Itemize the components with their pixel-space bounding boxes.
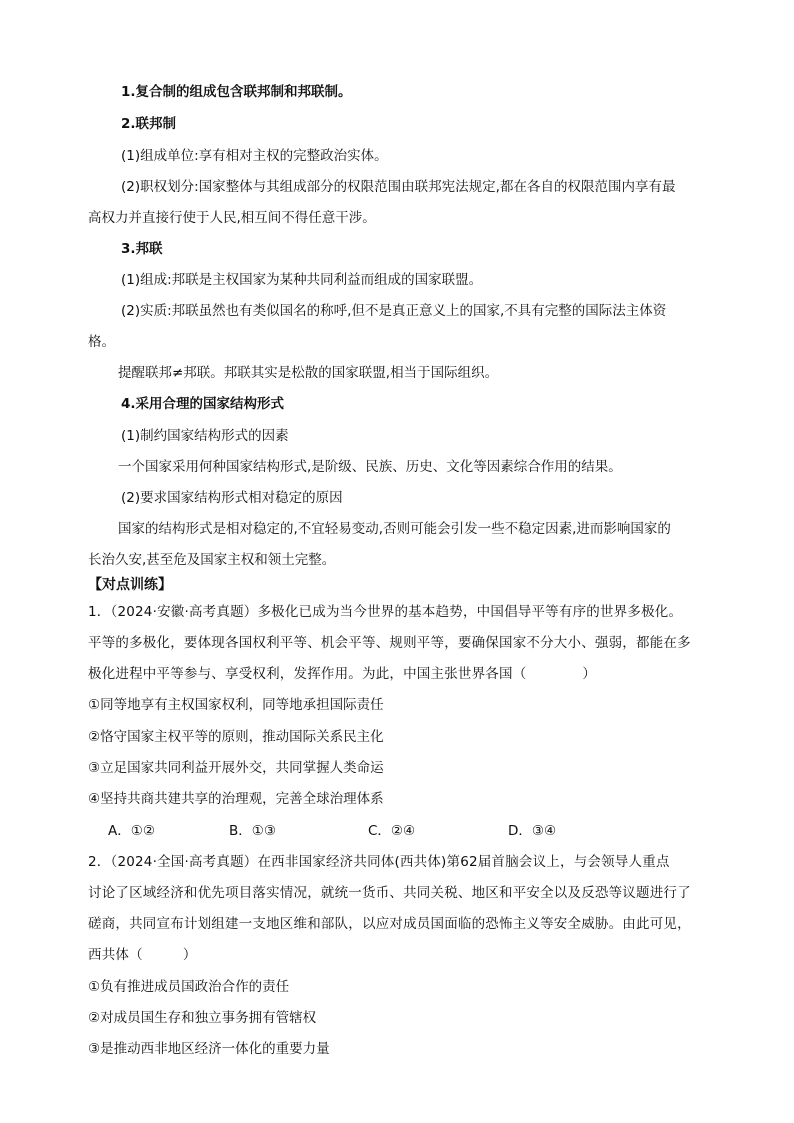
note-heading-confederation: 3.邦联 <box>121 241 163 257</box>
question-1-line-3 <box>88 664 596 684</box>
note-line-3: (1)组成单位:享有相对主权的完整政治实体。 <box>121 148 388 164</box>
question-1-option-1: ①同等地享有主权国家权利，同等地承担国际责任 <box>88 697 384 713</box>
note-heading-structure: 4.采用合理的国家结构形式 <box>121 396 285 412</box>
question-2-line-3: 磋商，共同宣布计划组建一支地区维和部队，以应对成员国面临的恐怖主义等安全威胁。由此可见， <box>88 916 691 932</box>
question-2-line-1: 2．（2024·全国·高考真题）在西非国家经济共同体(西共体)第62届首脑会议上，与会领导人重点 <box>88 854 670 870</box>
question-2-line-4 <box>88 945 197 965</box>
question-2-paren-close: ） <box>182 947 197 963</box>
question-2-line-2: 讨论了区域经济和优先项目落实情况，就统一货币、共同关税、地区和平安全以及反恐等议题进行了 <box>88 885 691 901</box>
note-line-14: (2)要求国家结构形式相对稳定的原因 <box>121 490 343 506</box>
note-reminder: 提醒联邦≠邦联。邦联其实是松散的国家联盟,相当于国际组织。 <box>118 365 499 381</box>
question-1-line-1: 1．（2024·安徽·高考真题）多极化已成为当今世界的基本趋势，中国倡导平等有序的世界多极化。 <box>88 604 683 620</box>
question-1-paren-close: ） <box>582 666 597 682</box>
question-1-option-4: ④坚持共商共建共享的治理观，完善全球治理体系 <box>88 791 384 807</box>
note-line-8: (2)实质:邦联虽然也有类似国名的称呼,但不是真正意义上的国家,不具有完整的国际法主体资 <box>121 303 667 319</box>
choice-a[interactable]: A．①② <box>108 823 155 839</box>
question-2-stem-end: 西共体（ <box>88 947 143 963</box>
question-2-option-2: ②对成员国生存和独立事务拥有管辖权 <box>88 1010 317 1026</box>
question-1-stem-end: 极化进程中平等参与、享受权利，发挥作用。为此，中国主张世界各国（ <box>88 666 527 682</box>
note-line-9: 格。 <box>88 334 115 350</box>
question-1-line-2: 平等的多极化，要体现各国权利平等、机会平等、规则平等，要确保国家不分大小、强弱，都能在多 <box>88 635 691 651</box>
note-line-15: 国家的结构形式是相对稳定的,不宜轻易变动,否则可能会引发一些不稳定因素,进而影响国家的 <box>118 521 671 537</box>
question-1-choices <box>108 821 728 841</box>
question-1-option-2: ②恪守国家主权平等的原则，推动国际关系民主化 <box>88 729 384 745</box>
note-heading-federal: 2.联邦制 <box>121 116 177 132</box>
note-line-12: (1)制约国家结构形式的因素 <box>121 428 289 444</box>
question-1-option-3: ③立足国家共同利益开展外交，共同掌握人类命运 <box>88 760 384 776</box>
section-title: 【对点训练】 <box>88 577 172 593</box>
note-line-13: 一个国家采用何种国家结构形式,是阶级、民族、历史、文化等因素综合作用的结果。 <box>118 459 622 475</box>
note-line-4: (2)职权划分:国家整体与其组成部分的权限范围由联邦宪法规定,都在各自的权限范围内享有最 <box>121 179 676 195</box>
note-line-1: 1.复合制的组成包含联邦制和邦联制。 <box>121 84 352 100</box>
choice-b[interactable]: B．①③ <box>229 823 276 839</box>
question-2-option-1: ①负有推进成员国政治合作的责任 <box>88 979 290 995</box>
question-2-option-3: ③是推动西非地区经济一体化的重要力量 <box>88 1041 330 1057</box>
note-line-16: 长治久安,甚至危及国家主权和领土完整。 <box>88 552 336 568</box>
choice-d[interactable]: D．③④ <box>508 823 557 839</box>
note-line-7: (1)组成:邦联是主权国家为某种共同利益而组成的国家联盟。 <box>121 272 483 288</box>
choice-c[interactable]: C．②④ <box>368 823 416 839</box>
note-line-5: 高权力并直接行使于人民,相互间不得任意干涉。 <box>88 210 376 226</box>
